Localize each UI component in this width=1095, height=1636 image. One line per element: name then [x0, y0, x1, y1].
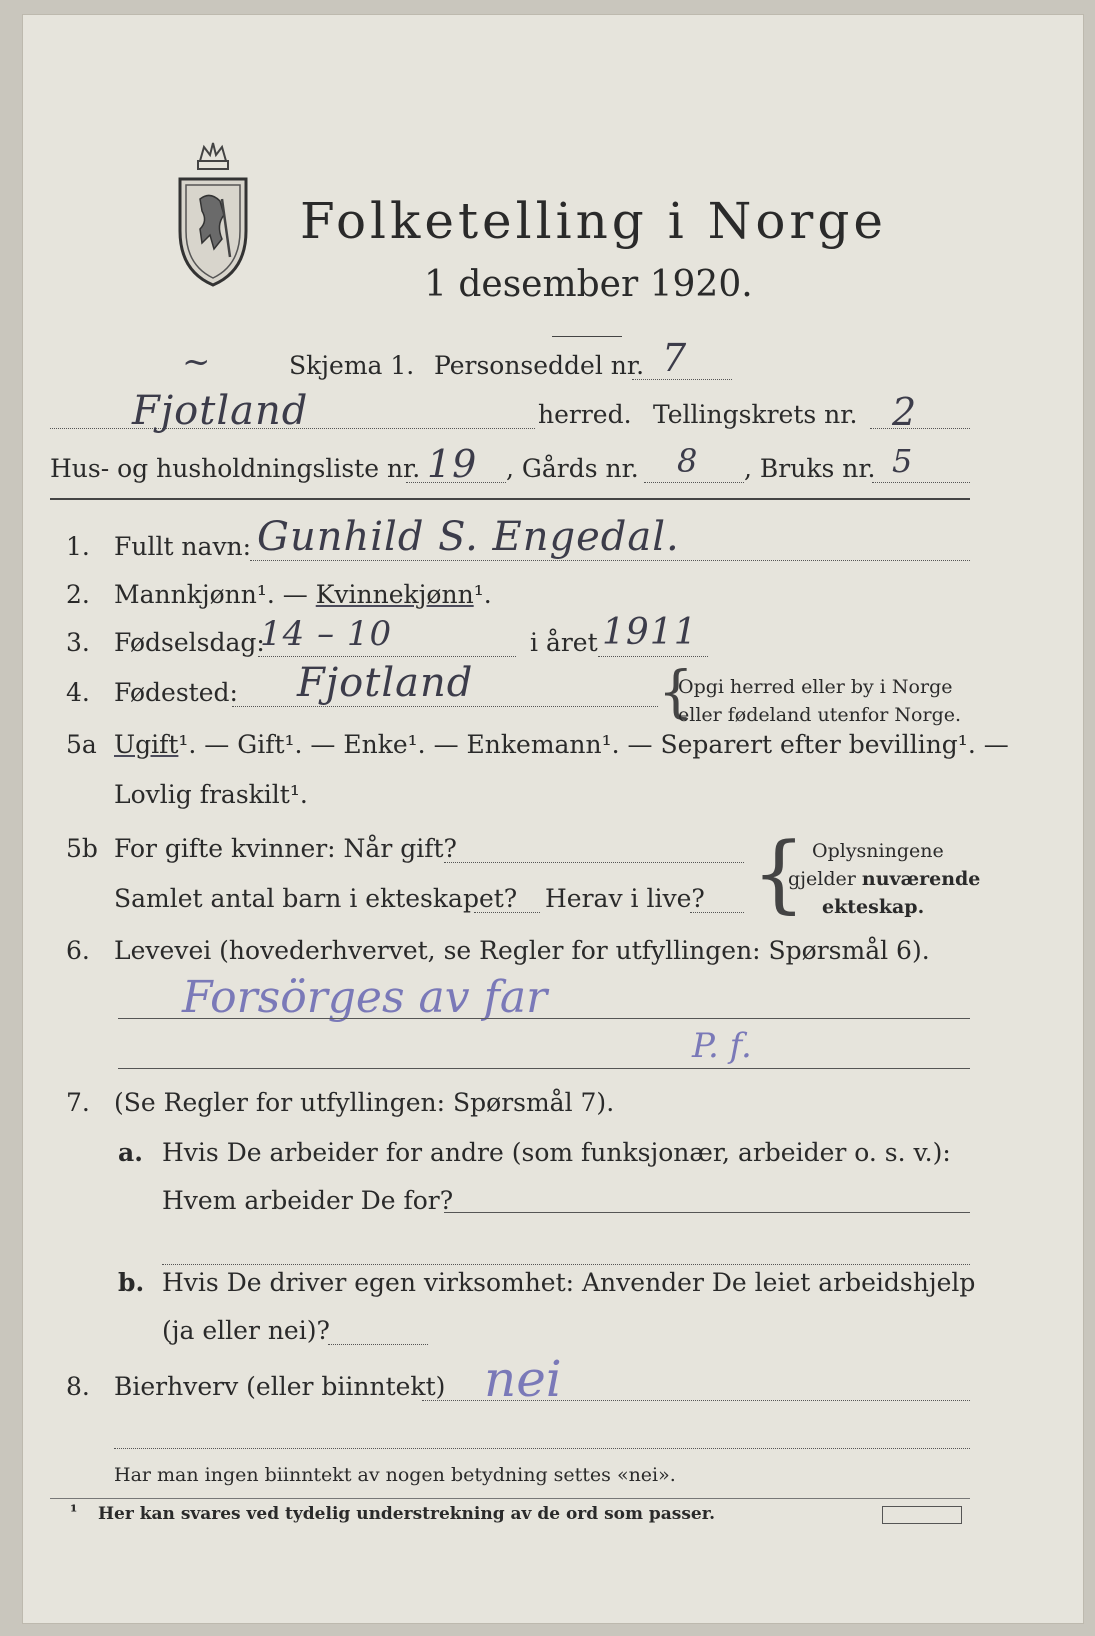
- q1-label: Fullt navn:: [114, 532, 252, 561]
- schema-label: Skjema 1.: [289, 351, 415, 380]
- gards-line: [644, 482, 744, 483]
- q8-label: Bierhverv (eller biinntekt): [114, 1372, 446, 1401]
- footnote-mark: ¹: [70, 1502, 78, 1522]
- q8-line-2: [114, 1448, 970, 1449]
- q7b-answer-line: [328, 1344, 428, 1345]
- q5b-note-line-3: ekteskap.: [822, 896, 925, 918]
- q5b-married-line: [444, 862, 744, 863]
- q3-number: 3.: [66, 628, 90, 657]
- census-form-page: [22, 14, 1084, 1624]
- nei-note: Har man ingen biinntekt av nogen betydning settes «nei».: [114, 1464, 676, 1486]
- q5b-note-current: nuværende: [861, 868, 981, 890]
- q7a-line-answer-1: [444, 1212, 970, 1213]
- herred-value: Fjotland: [132, 388, 309, 434]
- q2-footnote-mark: ¹.: [473, 580, 492, 609]
- q6-number: 6.: [66, 936, 90, 965]
- q4-number: 4.: [66, 678, 90, 707]
- q7a-line-1: Hvis De arbeider for andre (som funksjonær, arbeider o. s. v.):: [162, 1138, 951, 1167]
- q7a-letter: a.: [118, 1138, 143, 1167]
- husliste-label: Hus- og husholdningsliste nr.: [50, 454, 421, 483]
- q5b-children-label: Samlet antal barn i ekteskapet?: [114, 884, 518, 913]
- q2-number: 2.: [66, 580, 90, 609]
- q5b-note-line-2: [788, 868, 980, 890]
- q3-label: Fødselsdag:: [114, 628, 265, 657]
- tellingskrets-label: Tellingskrets nr.: [653, 400, 858, 429]
- gards-label: , Gårds nr.: [506, 454, 639, 483]
- q5b-note-line-1: Oplysningene: [812, 840, 944, 862]
- q6-initials: P. f.: [692, 1026, 752, 1066]
- printer-stamp: [882, 1506, 962, 1524]
- q5a-other-options: ¹. — Gift¹. — Enke¹. — Enkemann¹. — Separert efter bevilling¹. —: [178, 730, 1009, 759]
- q4-note-line-1: Opgi herred eller by i Norge: [678, 676, 953, 698]
- q6-occupation-value: Forsörges av far: [182, 972, 548, 1023]
- q7b-line-2: (ja eller nei)?: [162, 1316, 330, 1345]
- q2-female-option-underlined: Kvinnekjønn: [315, 580, 474, 609]
- q4-brace: {: [658, 660, 694, 725]
- q8-side-income-value: nei: [484, 1350, 562, 1408]
- q4-birthplace-value: Fjotland: [297, 660, 474, 706]
- q5b-brace: {: [752, 824, 806, 922]
- herred-label: herred.: [538, 400, 632, 429]
- q7b-line-1: Hvis De driver egen virksomhet: Anvender De leiet arbeidshjelp: [162, 1268, 976, 1297]
- personseddel-value: 7: [662, 336, 688, 380]
- q7-number: 7.: [66, 1088, 90, 1117]
- q5b-note-applies: gjelder: [788, 868, 862, 890]
- q5a-unmarried-option-underlined: Ugift: [114, 730, 179, 759]
- q2-gender-options: [114, 580, 492, 609]
- q4-label: Fødested:: [114, 678, 238, 707]
- q3-birthyear-value: 1911: [602, 612, 698, 653]
- husliste-value: 19: [427, 442, 478, 486]
- census-date: 1 desember 1920.: [424, 264, 753, 305]
- q7-label: (Se Regler for utfyllingen: Spørsmål 7).: [114, 1088, 615, 1117]
- q5b-number: 5b: [66, 834, 98, 863]
- title-divider: [552, 336, 622, 337]
- q8-number: 8.: [66, 1372, 90, 1401]
- q5b-line-1: For gifte kvinner: Når gift?: [114, 834, 457, 863]
- header-separator: [50, 498, 970, 500]
- q3-birthdate-value: 14 – 10: [260, 614, 393, 654]
- bruks-label: , Bruks nr.: [744, 454, 876, 483]
- q6-label: Levevei (hovederhvervet, se Regler for utfyllingen: Spørsmål 6).: [114, 936, 930, 965]
- personseddel-label: Personseddel nr.: [434, 351, 645, 380]
- q7a-line-2: Hvem arbeider De for?: [162, 1186, 454, 1215]
- q3-year-line: [598, 656, 708, 657]
- q5b-alive-line: [690, 912, 744, 913]
- q5a-marital-options: [114, 730, 1009, 759]
- q1-full-name-value: Gunhild S. Engedal.: [257, 514, 680, 560]
- q5a-number: 5a: [66, 730, 97, 759]
- norway-coat-of-arms-icon: [170, 139, 256, 289]
- q3-year-label: i året: [530, 628, 598, 657]
- bruks-value: 5: [892, 442, 914, 480]
- footnote-separator: [50, 1498, 970, 1499]
- bruks-line: [872, 482, 970, 483]
- handwritten-dash: ~: [182, 342, 211, 382]
- q5b-alive-label: Herav i live?: [545, 884, 705, 913]
- q7a-line-answer-2: [162, 1264, 970, 1265]
- footnote-text: Her kan svares ved tydelig understrekning av de ord som passer.: [98, 1504, 716, 1524]
- q1-line: [250, 560, 970, 561]
- q3-date-line: [258, 656, 516, 657]
- q5b-children-line: [474, 912, 540, 913]
- bleed-through-text: [432, 114, 438, 135]
- q7b-letter: b.: [118, 1268, 145, 1297]
- tellingskrets-value: 2: [892, 390, 918, 434]
- tellingskrets-line: [870, 428, 970, 429]
- gards-value: 8: [677, 442, 699, 480]
- q5a-divorced-option: Lovlig fraskilt¹.: [114, 780, 308, 809]
- q1-number: 1.: [66, 532, 90, 561]
- q4-line: [232, 706, 658, 707]
- q6-line-1: [118, 1018, 970, 1019]
- q2-male-option: Mannkjønn¹. —: [114, 580, 308, 609]
- q4-note-line-2: eller fødeland utenfor Norge.: [678, 704, 962, 726]
- form-title: Folketelling i Norge: [300, 192, 887, 250]
- q6-line-2: [118, 1068, 970, 1069]
